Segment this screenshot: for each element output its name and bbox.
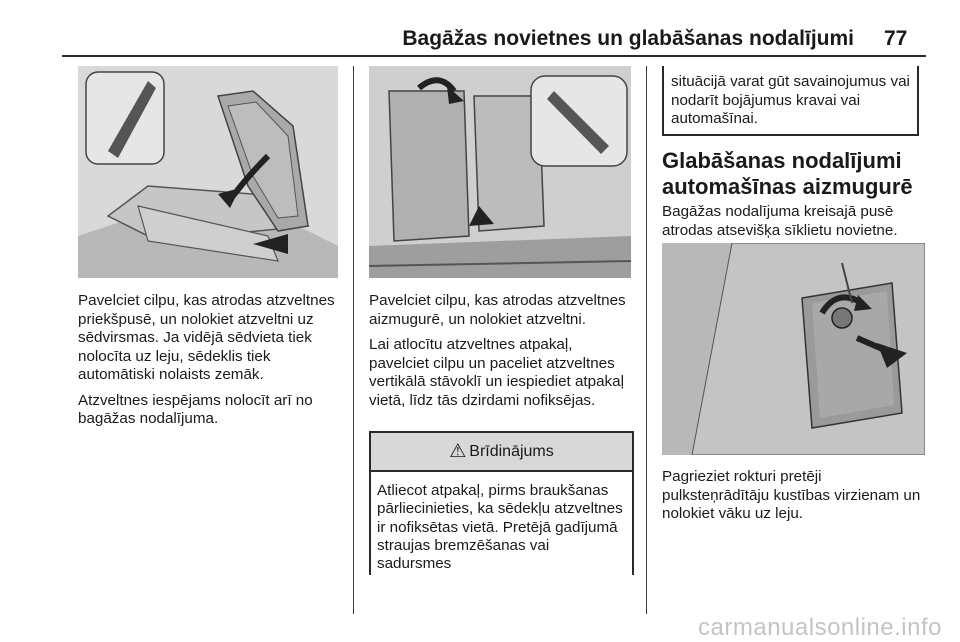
section-title: Glabāšanas nodalījumi automašīnas aizmugurē bbox=[662, 148, 913, 199]
col3-paragraph-1: Bagāžas nodalījuma kreisajā pusē atrodas atsevišķa sīklietu novietne. bbox=[662, 203, 898, 239]
col1-paragraph-2: Atzveltnes iespējams nolocīt arī no bagāžas nodalījuma. bbox=[78, 391, 313, 427]
figure-rear-storage bbox=[662, 243, 925, 455]
col2-paragraph-2: Lai atlocītu atzveltnes atpakaļ, pavelciet cilpu un paceliet atzveltnes vertikālā stāvoklī un iespiediet atpakaļ vietā, līdz tās dzirdami nofiksējas. bbox=[369, 336, 624, 409]
figure-seat-fold-forward bbox=[78, 66, 338, 278]
col2-paragraph-1: Pavelciet cilpu, kas atrodas atzveltnes aizmugurē, un nolokiet atzveltni. bbox=[369, 292, 626, 328]
warning-text: Atliecot atpakaļ, pirms braukšanas pārliecinieties, ka sēdekļu atzveltnes ir nofiksētas vietā. Pretējā gadījumā straujas bremzēšanas vai sadursmes bbox=[377, 482, 623, 573]
warning-header bbox=[371, 433, 632, 472]
warning-continuation-box: situācijā varat gūt savainojumus vai nodarīt bojājumus kravai vai automašīnai. bbox=[662, 66, 919, 136]
column-divider-1 bbox=[353, 66, 354, 614]
column-divider-2 bbox=[646, 66, 647, 614]
warning-title: Brīdinājums bbox=[469, 442, 554, 460]
header-rule bbox=[62, 55, 926, 57]
watermark: carmanualsonline.info bbox=[698, 614, 942, 641]
warning-triangle-icon: ⚠ bbox=[449, 441, 467, 462]
col3-paragraph-2: Pagrieziet rokturi pretēji pulksteņrādītāju kustības virzienam un nolokiet vāku uz leju. bbox=[662, 468, 921, 522]
page-header-title: Bagāžas novietnes un glabāšanas nodalījumi bbox=[402, 27, 854, 50]
page-number: 77 bbox=[884, 27, 908, 50]
col2-text bbox=[369, 292, 634, 417]
col3-text-1 bbox=[662, 203, 924, 247]
col1-paragraph-1: Pavelciet cilpu, kas atrodas atzveltnes priekšpusē, un nolokiet atzveltni uz sēdvirsmas. Ja vidējā sēdvieta tiek nolocīta uz leju, sēdeklis tiek automātiski nolaists zemāk. bbox=[78, 292, 335, 383]
col3-text-2 bbox=[662, 468, 924, 531]
figure-seat-fold-from-cargo bbox=[369, 66, 631, 278]
col1-text bbox=[78, 292, 343, 436]
warning-box bbox=[369, 431, 634, 575]
